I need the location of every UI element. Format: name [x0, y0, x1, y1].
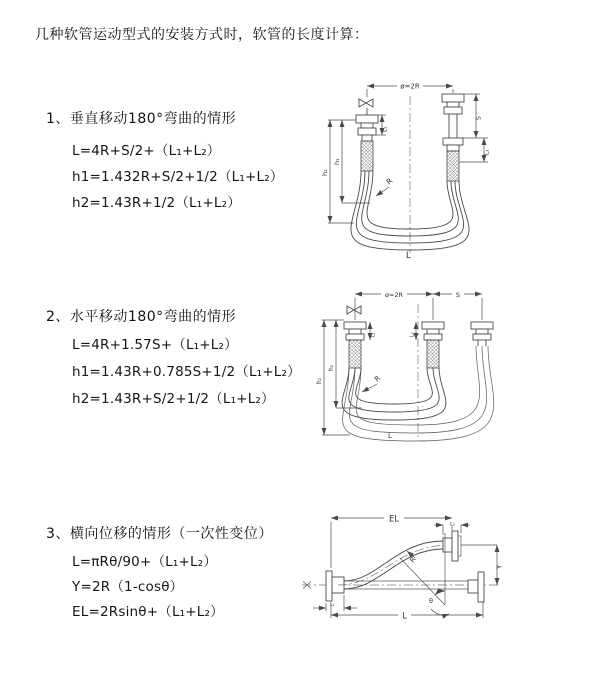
formula-line: h2=1.43R+1/2（L₁+L₂）	[72, 195, 241, 211]
dim-width-2r	[355, 290, 482, 321]
diagram-lateral-displacement	[300, 505, 560, 645]
right-flange-original	[468, 572, 484, 602]
dim-l1-label: L₁	[382, 126, 389, 132]
dim-width-2r	[367, 81, 453, 97]
formula-line: L=4R+S/2+（L₁+L₂）	[72, 143, 221, 159]
displaced-hose	[338, 541, 450, 589]
angle-construction	[400, 533, 449, 615]
dim-l2-label: L₂	[484, 149, 491, 155]
right-fitting	[442, 94, 464, 181]
length-label: L	[406, 251, 411, 261]
dim-h2-label: h₂	[316, 377, 323, 384]
dim-width-label: ø=2R	[384, 291, 404, 299]
left-fitting	[356, 115, 378, 171]
section-1-heading: 1、垂直移动180°弯曲的情形	[46, 111, 237, 127]
diagram-horizontal-180-bend	[310, 280, 530, 445]
radius-callout	[362, 374, 382, 392]
angle-theta-label: θ	[429, 597, 433, 605]
section-3-heading: 3、横向位移的情形（一次性变位）	[46, 526, 273, 542]
dim-l1-label: L₁	[370, 332, 377, 337]
right-flange-displaced	[443, 531, 461, 561]
formula-line: L=πRθ/90+（L₁+L₂）	[72, 554, 218, 570]
radius-label: R	[384, 176, 395, 187]
hose-loop-original	[342, 368, 446, 420]
dim-el-label: EL	[388, 514, 400, 525]
dim-l1-label: L₁	[330, 602, 335, 608]
dim-y-label: Y	[495, 564, 504, 569]
page-title: 几种软管运动型式的安装方式时，软管的长度计算：	[35, 27, 369, 43]
diagram-vertical-180-bend	[310, 70, 530, 260]
dim-s-l2	[459, 94, 491, 162]
right-fitting-displaced	[471, 322, 493, 346]
dim-l2-label: L₂	[450, 521, 455, 528]
length-label: L	[388, 432, 392, 440]
section-2-heading: 2、水平移动180°弯曲的情形	[46, 309, 237, 325]
length-label: L	[402, 611, 407, 622]
dim-h1-label: h₁	[328, 364, 335, 371]
formula-line: h1=1.432R+S/2+1/2（L₁+L₂）	[72, 169, 284, 185]
valve-icon	[359, 99, 373, 115]
valve-icon	[347, 306, 361, 314]
formula-line: h1=1.43R+0.785S+1/2（L₁+L₂）	[72, 364, 301, 380]
dim-el	[331, 513, 452, 569]
radius-callout	[376, 176, 394, 196]
left-fitting	[344, 322, 366, 368]
radius-label: R	[408, 555, 418, 565]
dim-width-label: ø=2R	[400, 82, 420, 91]
dim-l1	[313, 595, 357, 611]
middle-fitting	[422, 322, 444, 368]
radius-callout	[407, 551, 418, 564]
dim-l1	[370, 322, 377, 340]
formula-line: L=4R+1.57S+（L₁+L₂）	[72, 337, 238, 353]
formula-line: h2=1.43R+S/2+1/2（L₁+L₂）	[72, 391, 275, 407]
dim-l2	[410, 322, 417, 340]
dim-h1-label: h₁	[333, 158, 341, 165]
dim-s-label: S	[455, 291, 461, 299]
left-flange	[326, 571, 344, 601]
formula-line: Y=2R（1-cosθ）	[72, 579, 184, 595]
dim-l2-label: L₂	[409, 332, 416, 337]
radius-label: R	[373, 374, 383, 384]
dim-h2-label: h₂	[321, 169, 329, 176]
dim-s-label: S	[475, 116, 483, 120]
formula-line: EL=2Rsinθ+（L₁+L₂）	[72, 604, 224, 620]
dim-length	[331, 602, 483, 622]
